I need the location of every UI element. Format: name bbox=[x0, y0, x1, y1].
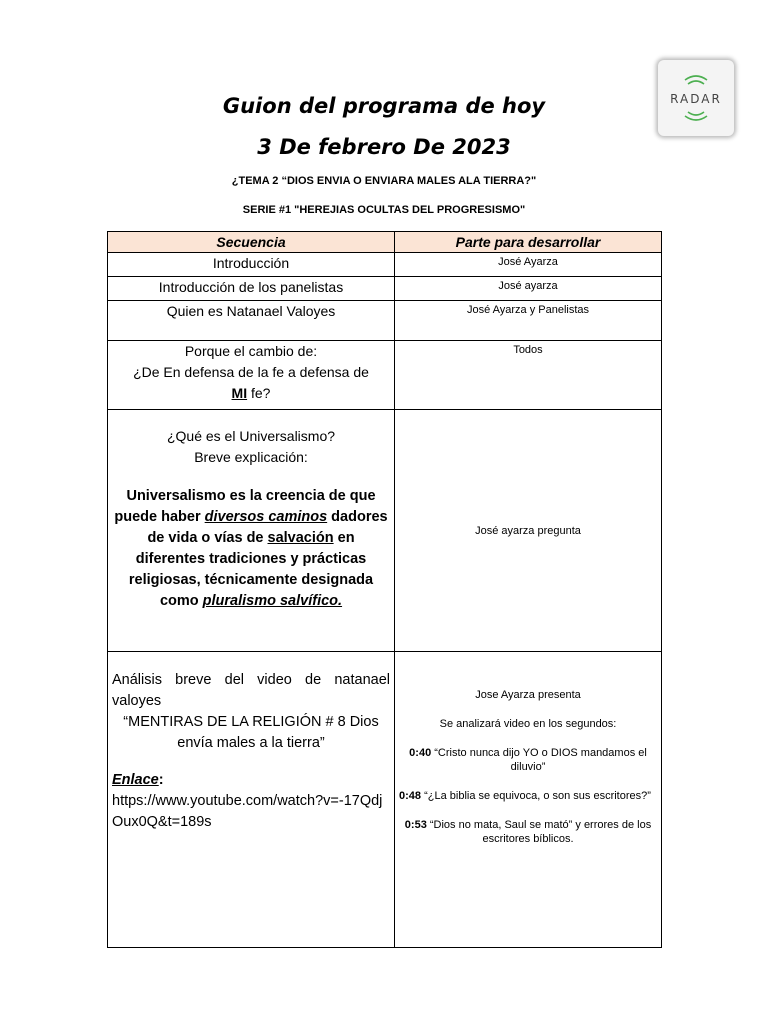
emphasis-text: MI bbox=[231, 385, 248, 401]
series-line: SERIE #1 "HEREJIAS OCULTAS DEL PROGRESISMO" bbox=[242, 204, 526, 216]
link-label-text: Enlace bbox=[112, 772, 159, 788]
question-line: ¿Qué es el Universalismo? bbox=[166, 428, 336, 444]
definition-paragraph bbox=[112, 486, 390, 612]
sequence-cell: Quien es Natanael Valoyes bbox=[108, 301, 395, 341]
table-row bbox=[108, 410, 662, 652]
video-link[interactable]: https://www.youtube.com/watch?v=-17QdjOux0Q&t=189s bbox=[112, 793, 383, 830]
segment-item bbox=[399, 818, 657, 846]
table-row bbox=[108, 277, 662, 301]
sequence-cell: Introducción bbox=[108, 253, 395, 277]
table-header-row bbox=[108, 232, 662, 253]
program-table bbox=[107, 231, 662, 948]
table-row bbox=[108, 341, 662, 410]
part-cell bbox=[395, 652, 662, 948]
segment-text: “¿La biblia se equivoca, o son sus escritores?” bbox=[421, 790, 651, 802]
presenter-note: Jose Ayarza presenta bbox=[475, 689, 581, 701]
table-row bbox=[108, 652, 662, 948]
definition-text: dadores de vida o vías de bbox=[147, 509, 388, 546]
sequence-line: ¿De En defensa de la fe a defensa de bbox=[133, 364, 369, 380]
sequence-cell bbox=[108, 410, 395, 652]
page-title: Guion del programa de hoy bbox=[222, 94, 546, 118]
program-date: 3 De febrero De 2023 bbox=[257, 135, 511, 159]
link-label bbox=[112, 770, 390, 791]
video-title: “MENTIRAS DE LA RELIGIÓN # 8 Dios envía males a la tierra” bbox=[123, 714, 379, 751]
sequence-line: Porque el cambio de: bbox=[184, 343, 318, 359]
part-cell: José Ayarza bbox=[395, 253, 662, 277]
sequence-text: fe? bbox=[247, 385, 271, 401]
emphasis-text: pluralismo salvífico. bbox=[202, 593, 343, 609]
column-header-sequence: Secuencia bbox=[108, 232, 395, 253]
part-cell: Todos bbox=[395, 341, 662, 410]
segments-intro: Se analizará video en los segundos: bbox=[439, 718, 617, 730]
part-cell: José ayarza pregunta bbox=[395, 410, 662, 652]
question-line: Breve explicación: bbox=[194, 449, 308, 465]
column-header-part: Parte para desarrollar bbox=[395, 232, 662, 253]
sequence-cell: Introducción de los panelistas bbox=[108, 277, 395, 301]
analysis-line: Análisis breve del video de natanael bbox=[112, 672, 390, 688]
definition-text: en diferentes tradiciones y prácticas religiosas, técnicamente designada como bbox=[128, 530, 374, 609]
segment-time: 0:53 bbox=[404, 819, 427, 831]
sequence-cell bbox=[108, 652, 395, 948]
definition-text: Universalismo es la creencia de que puede haber bbox=[114, 488, 376, 525]
table-row bbox=[108, 301, 662, 341]
segment-time: 0:48 bbox=[399, 790, 422, 802]
part-cell: José ayarza bbox=[395, 277, 662, 301]
segment-item bbox=[399, 789, 657, 803]
sequence-line bbox=[112, 383, 390, 404]
segment-text: “Dios no mata, Saul se mató” y errores de los escritores bíblicos. bbox=[426, 819, 652, 845]
topic-line: ¿TEMA 2 “DIOS ENVIA O ENVIARA MALES ALA TIERRA?" bbox=[231, 175, 537, 187]
link-label-colon: : bbox=[158, 772, 164, 788]
logo-text: RADAR bbox=[670, 92, 722, 106]
segment-item bbox=[399, 746, 657, 774]
segment-text: “Cristo nunca dijo YO o DIOS mandamos el diluvio” bbox=[431, 747, 647, 773]
emphasis-text: salvación bbox=[267, 530, 334, 546]
segment-time: 0:40 bbox=[409, 747, 432, 759]
part-cell: José Ayarza y Panelistas bbox=[395, 301, 662, 341]
analysis-line: valoyes bbox=[112, 693, 162, 709]
sequence-cell bbox=[108, 341, 395, 410]
emphasis-text: diversos caminos bbox=[204, 509, 328, 525]
table-row bbox=[108, 253, 662, 277]
